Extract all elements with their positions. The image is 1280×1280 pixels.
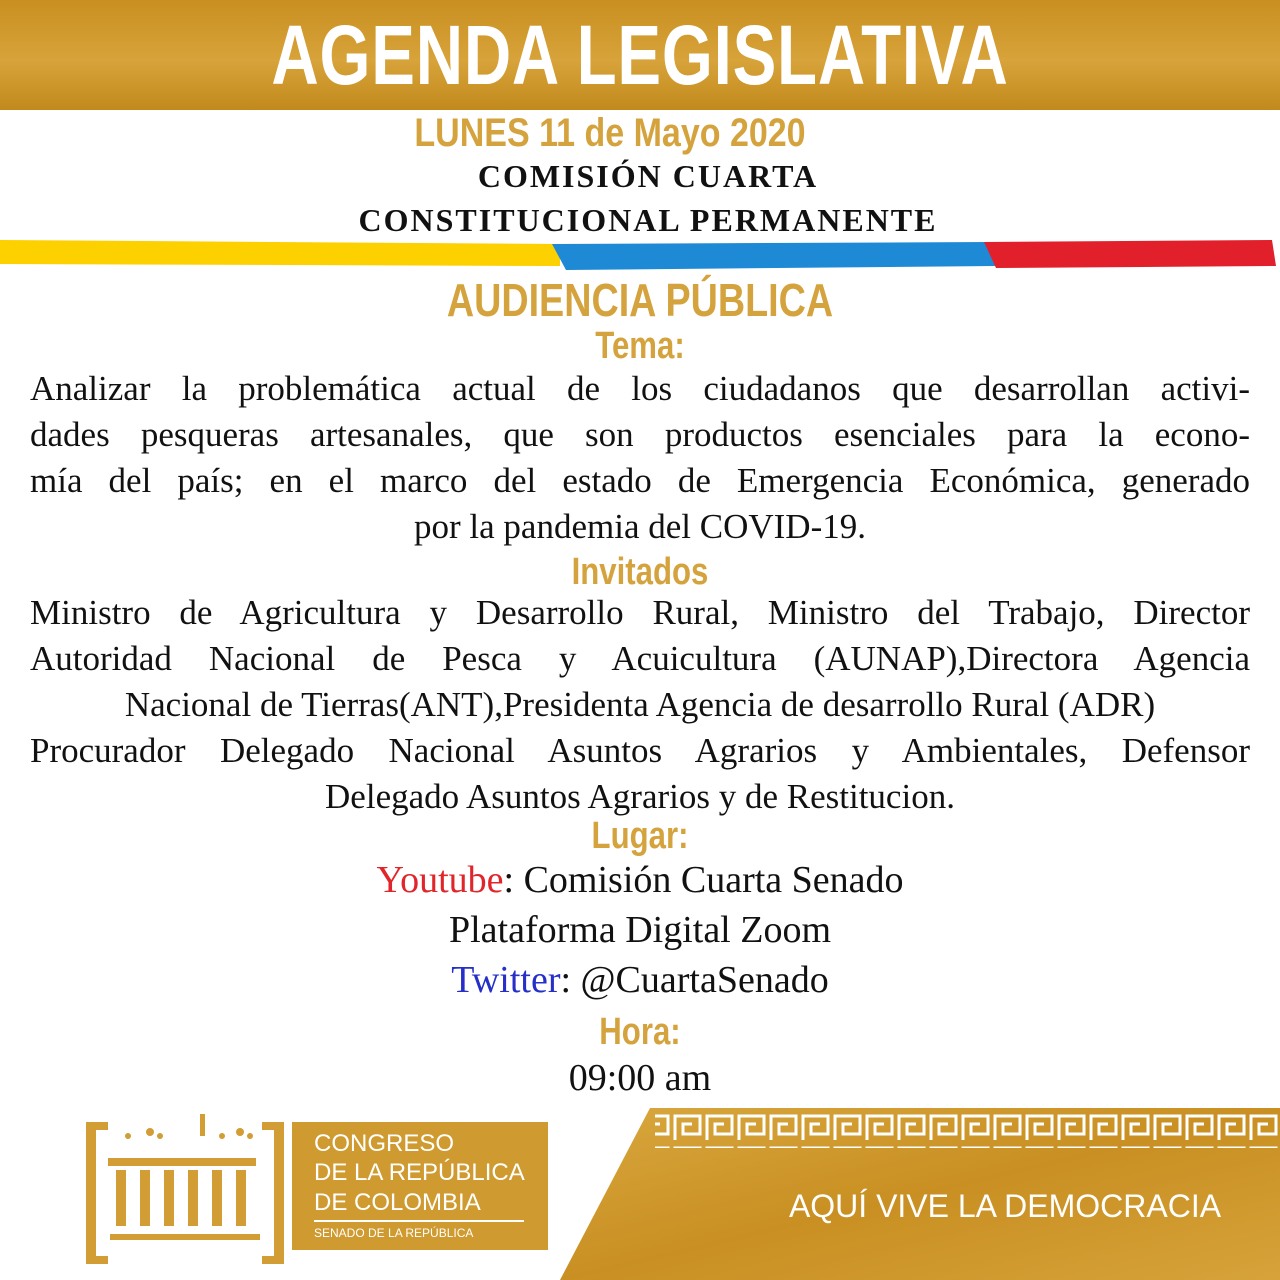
guests-heading: Invitados [571,551,709,593]
logo-subline: SENADO DE LA REPÚBLICA [314,1226,474,1240]
guests-line: Nacional de Tierras(ANT),Presidenta Agencia de desarrollo Rural (ADR) [124,685,1156,724]
guests-text [30,590,1250,820]
topic-line: mía del país; en el marco del estado de Emergencia Económica, generado [30,461,1250,500]
flag-yellow-band [0,240,560,266]
guests-line: Autoridad Nacional de Pesca y Acuicultura (AUNAP),Directora Agencia [30,639,1250,678]
topic-line: Analizar la problemática actual de los ciudadanos que desarrollan activi- [30,369,1250,408]
twitter-label: Twitter [451,959,561,1001]
guests-line: Ministro de Agricultura y Desarrollo Rural, Ministro del Trabajo, Director [30,593,1250,632]
topic-line: dades pesqueras artesanales, que son productos esenciales para la econo- [30,415,1250,454]
time-heading: Hora: [599,1011,681,1053]
congress-building-logo [80,1110,290,1270]
event-type-heading: AUDIENCIA PÚBLICA [446,274,834,326]
guests-line: Delegado Asuntos Agrarios y de Restitucion. [325,777,955,816]
commission-name: COMISIÓN CUARTA [477,158,819,194]
logo-line: DE LA REPÚBLICA [314,1159,525,1186]
congress-logo-box [292,1122,548,1250]
commission-type: CONSTITUCIONAL PERMANENTE [358,202,938,238]
event-time: 09:00 am [568,1057,712,1099]
twitter-line [0,956,1280,1004]
flag-red-band [984,240,1276,268]
event-date: LUNES 11 de Mayo 2020 [414,111,806,155]
topic-line: por la pandemia del COVID-19. [414,507,866,546]
guests-line: Procurador Delegado Nacional Asuntos Agrarios y Ambientales, Defensor [30,731,1250,770]
youtube-line [0,856,1280,904]
meander-border [655,1114,1280,1148]
platform-line: Plataforma Digital Zoom [448,909,832,951]
youtube-label: Youtube [376,859,504,901]
topic-text [30,366,1250,550]
logo-divider [314,1220,524,1222]
youtube-channel: : Comisión Cuarta Senado [503,859,904,901]
flag-stripe [0,236,1280,276]
footer-motto: AQUÍ VIVE LA DEMOCRACIA [788,1188,1222,1224]
topic-heading: Tema: [595,325,685,367]
logo-line: DE COLOMBIA [314,1189,481,1216]
flag-blue-band [552,242,996,270]
page-title: AGENDA LEGISLATIVA [271,8,1009,102]
place-heading: Lugar: [591,815,689,857]
twitter-handle: : @CuartaSenado [560,959,829,1001]
logo-line: CONGRESO [314,1130,455,1157]
